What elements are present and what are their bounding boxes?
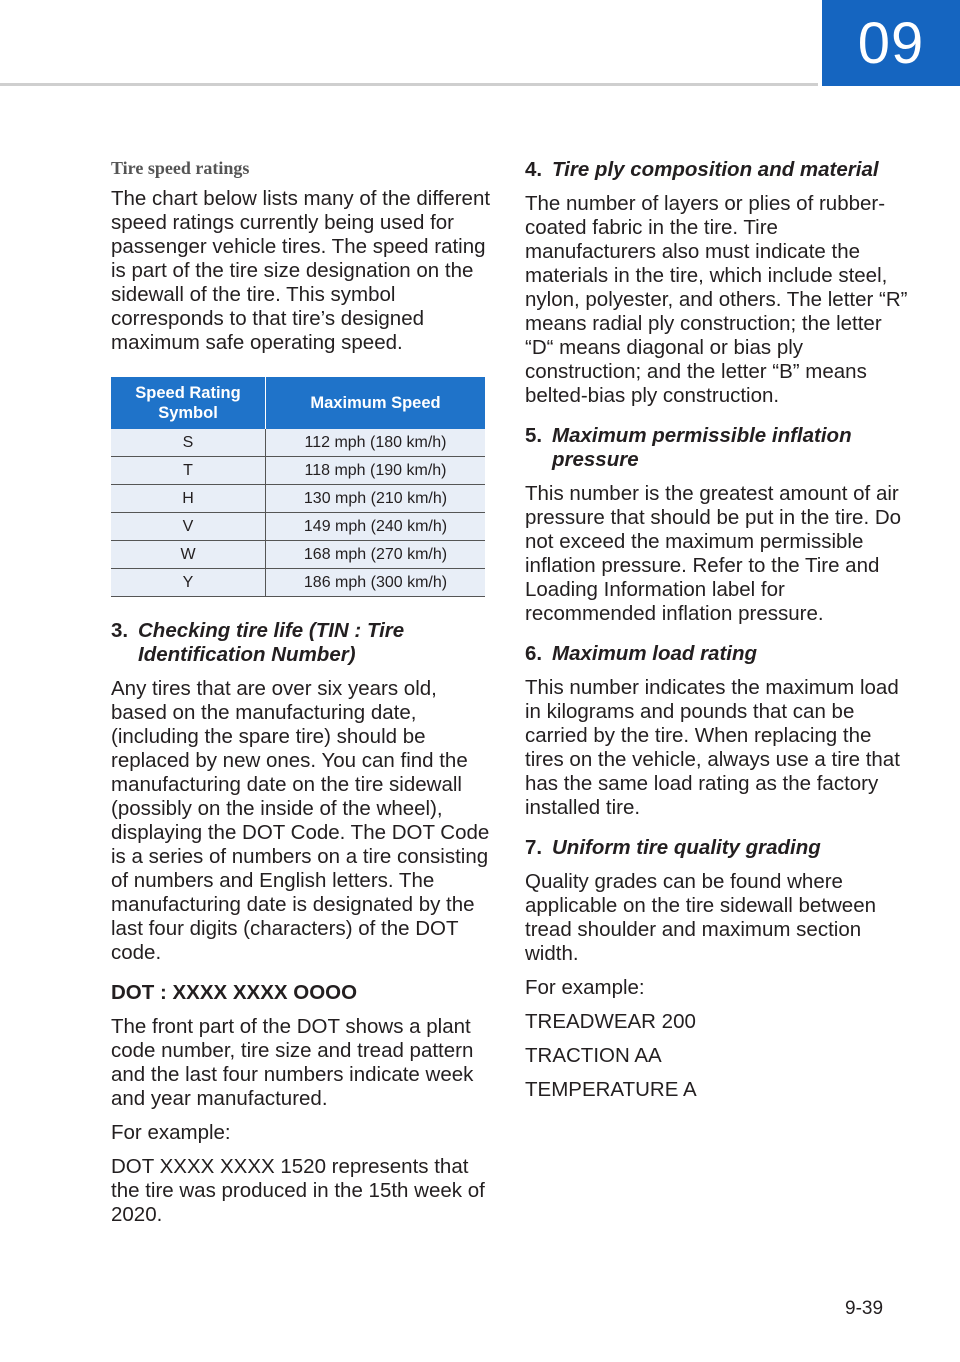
table-cell-symbol: H — [111, 485, 266, 513]
table-cell-speed: 112 mph (180 km/h) — [266, 429, 486, 457]
dot-example: DOT XXXX XXXX 1520 represents that the tire was produced in the 15th week of 2020. — [111, 1155, 485, 1226]
table-cell-symbol: W — [111, 541, 266, 569]
item-7-number: 7. — [525, 836, 543, 859]
item-7-title: Uniform tire quality grading — [552, 836, 821, 859]
table-cell-symbol: V — [111, 513, 266, 541]
page-number: 9-39 — [845, 1298, 884, 1319]
grading-example: TREADWEAR 200 — [525, 1010, 696, 1033]
item-4-number: 4. — [525, 158, 543, 181]
column-header-symbol: Speed Rating Symbol — [111, 377, 266, 429]
item-4-body: The number of layers or plies of rubber-coated fabric in the tire. Tire manufacturers also must indicate the materials in the tire, which include steel, nylon, polyester, and others. The letter “R” means radial ply construction; the letter “D“ means diagonal or bias ply construction; and the letter “B” means belted-bias ply construction. — [525, 192, 908, 407]
table-header-row — [111, 377, 485, 429]
dot-description: The front part of the DOT shows a plant code number, tire size and tread pattern and the last four numbers indicate week and year manufactured. — [111, 1015, 474, 1110]
table-row — [111, 569, 485, 597]
grading-example: TRACTION AA — [525, 1044, 662, 1067]
table-row — [111, 513, 485, 541]
item-5-body: This number is the greatest amount of air pressure that should be put in the tire. Do not exceed the maximum permissible inflation pressure. Refer to the Tire and Loading Information label for recommended inflation pressure. — [525, 482, 902, 625]
table-cell-symbol: Y — [111, 569, 266, 597]
column-header-speed: Maximum Speed — [266, 377, 486, 429]
item-6-title: Maximum load rating — [552, 642, 758, 665]
example-label: For example: — [111, 1121, 231, 1144]
speed-rating-table — [111, 377, 485, 597]
grading-example: TEMPERATURE A — [525, 1078, 697, 1101]
item-6-heading — [525, 642, 910, 666]
table-cell-speed: 186 mph (300 km/h) — [266, 569, 486, 597]
item-3-title: Checking tire life (TIN : Tire Identification Number) — [138, 619, 405, 666]
table-row — [111, 457, 485, 485]
item-5-number: 5. — [525, 424, 543, 447]
item-6-number: 6. — [525, 642, 543, 665]
table-cell-speed: 149 mph (240 km/h) — [266, 513, 486, 541]
item-7-heading — [525, 836, 910, 860]
table-cell-speed: 118 mph (190 km/h) — [266, 457, 486, 485]
table-cell-speed: 168 mph (270 km/h) — [266, 541, 486, 569]
table-row — [111, 485, 485, 513]
item-7-body: Quality grades can be found where applicable on the tire sidewall between tread shoulder and maximum section width. — [525, 870, 877, 965]
table-cell-speed: 130 mph (210 km/h) — [266, 485, 486, 513]
table-row — [111, 429, 485, 457]
intro-paragraph: The chart below lists many of the different speed ratings currently being used for passenger vehicle tires. The speed rating is part of the tire size designation on the sidewall of the tire. This symbol corresponds to that tire’s designed maximum safe operating speed. — [111, 187, 491, 354]
item-3-body: Any tires that are over six years old, based on the manufacturing date, (including the spare tire) should be replaced by new ones. You can find the manufacturing date on the tire sidewall (possibly on the inside of the wheel), displaying the DOT Code. The DOT Code is a series of numbers on a tire consisting of numbers and English letters. The manufacturing date is designated by the last four digits (characters) of the DOT code. — [111, 677, 490, 964]
table-row — [111, 541, 485, 569]
item-5-title: Maximum permissible inflation pressure — [552, 424, 852, 471]
section-title: Tire speed ratings — [111, 158, 250, 178]
table-cell-symbol: S — [111, 429, 266, 457]
chapter-tab: 09 — [822, 0, 960, 86]
example-label: For example: — [525, 976, 645, 999]
item-6-body: This number indicates the maximum load in kilograms and pounds that can be carried by the tire. When replacing the tires on the vehicle, always use a tire that has the same load rating as the factory installed tire. — [525, 676, 900, 819]
table-cell-symbol: T — [111, 457, 266, 485]
item-3-heading — [111, 619, 491, 667]
item-4-heading — [525, 158, 910, 182]
right-column — [525, 158, 910, 1112]
item-4-title: Tire ply composition and material — [552, 158, 879, 181]
header-rule — [0, 83, 818, 86]
item-3-number: 3. — [111, 619, 129, 642]
left-column — [111, 158, 491, 1237]
item-5-heading — [525, 424, 910, 472]
dot-code: DOT : XXXX XXXX OOOO — [111, 981, 358, 1004]
